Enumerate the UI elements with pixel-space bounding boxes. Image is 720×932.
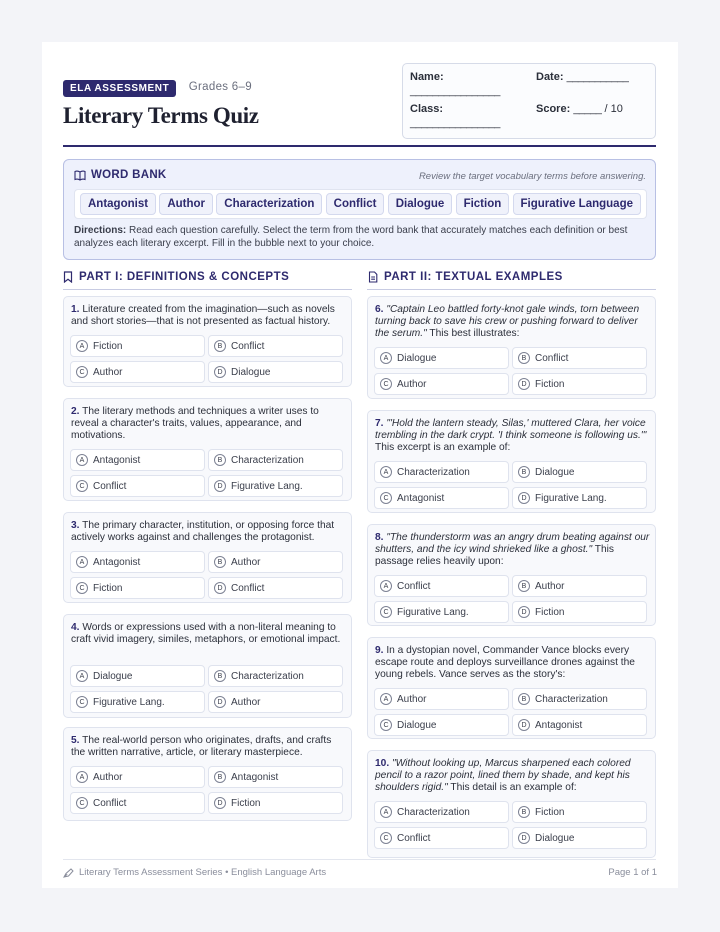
question-prompt: The real-world person who originates, drafts, and crafts the written narrative, article, or literary masterpiece. bbox=[71, 735, 332, 758]
answer-option[interactable] bbox=[512, 801, 647, 823]
assessment-badge: ELA ASSESSMENT bbox=[63, 80, 176, 97]
answer-label: Author bbox=[93, 366, 123, 378]
question-card bbox=[367, 296, 656, 399]
question-prompt: In a dystopian novel, Commander Vance blocks every escape route and deploys surveillance drones against the young rebels. Vance serves as the story's: bbox=[375, 645, 635, 680]
question-number: 10. bbox=[375, 758, 390, 769]
question-card bbox=[63, 614, 352, 718]
answer-bubble[interactable]: B bbox=[214, 670, 226, 682]
part1-rule bbox=[63, 289, 352, 290]
answer-option[interactable] bbox=[512, 487, 647, 509]
answer-bubble[interactable]: A bbox=[380, 693, 392, 705]
question-number: 4. bbox=[71, 622, 80, 633]
pen-nib-icon bbox=[63, 868, 74, 878]
answer-bubble[interactable]: A bbox=[380, 806, 392, 818]
date-label: Date: bbox=[536, 71, 564, 83]
question-card bbox=[367, 750, 656, 858]
answer-bubble[interactable]: C bbox=[76, 797, 88, 809]
question-prompt: The literary methods and techniques a writer uses to reveal a character's traits, values, appearance, and motivations. bbox=[71, 406, 319, 441]
answer-label: Figurative Lang. bbox=[231, 480, 303, 492]
question-prompt: This best illustrates: bbox=[426, 328, 520, 339]
answer-label: Author bbox=[93, 771, 123, 783]
answer-label: Author bbox=[231, 556, 261, 568]
answer-bubble[interactable]: B bbox=[518, 580, 530, 592]
question-text bbox=[375, 645, 651, 681]
answer-option[interactable] bbox=[512, 373, 647, 395]
question-number: 8. bbox=[375, 532, 384, 543]
answer-bubble[interactable]: D bbox=[214, 480, 226, 492]
answer-bubble[interactable]: C bbox=[380, 606, 392, 618]
answer-option[interactable] bbox=[512, 575, 647, 597]
answer-option[interactable] bbox=[208, 449, 343, 471]
question-number: 6. bbox=[375, 304, 384, 315]
answer-bubble[interactable]: D bbox=[518, 492, 530, 504]
answer-label: Conflict bbox=[535, 352, 569, 364]
score-total: / 10 bbox=[604, 103, 623, 115]
question-card bbox=[63, 727, 352, 821]
answer-label: Characterization bbox=[231, 670, 304, 682]
answer-option[interactable] bbox=[70, 335, 205, 357]
word-bank-term: Conflict bbox=[326, 193, 385, 215]
answer-label: Fiction bbox=[231, 797, 261, 809]
open-book-icon bbox=[74, 170, 86, 181]
answer-bubble[interactable]: B bbox=[518, 806, 530, 818]
question-card bbox=[63, 512, 352, 603]
answer-bubble[interactable]: B bbox=[214, 771, 226, 783]
question-card bbox=[367, 524, 656, 626]
question-text bbox=[71, 406, 347, 442]
answer-option[interactable] bbox=[70, 577, 205, 599]
answer-option[interactable] bbox=[374, 347, 509, 369]
question-text bbox=[71, 735, 347, 759]
score-line: _____ bbox=[573, 103, 602, 115]
word-bank-term: Author bbox=[159, 193, 213, 215]
answer-bubble[interactable]: A bbox=[76, 670, 88, 682]
answer-label: Author bbox=[535, 580, 565, 592]
question-number: 2. bbox=[71, 406, 80, 417]
answer-bubble[interactable]: B bbox=[518, 693, 530, 705]
answer-label: Characterization bbox=[397, 466, 470, 478]
answer-bubble[interactable]: D bbox=[518, 719, 530, 731]
question-text bbox=[71, 622, 347, 646]
name-line: ________________ bbox=[410, 85, 500, 97]
answer-option[interactable] bbox=[208, 361, 343, 383]
answer-label: Characterization bbox=[535, 693, 608, 705]
answer-label: Dialogue bbox=[535, 466, 575, 478]
score-field[interactable] bbox=[536, 103, 623, 115]
student-info-box bbox=[402, 63, 656, 139]
answer-bubble[interactable]: C bbox=[76, 366, 88, 378]
quiz-page bbox=[42, 42, 678, 888]
answer-option[interactable] bbox=[208, 691, 343, 713]
answer-bubble[interactable]: A bbox=[76, 340, 88, 352]
class-label: Class: bbox=[410, 103, 444, 115]
answer-option[interactable] bbox=[374, 487, 509, 509]
answer-bubble[interactable]: D bbox=[214, 366, 226, 378]
answer-bubble[interactable]: C bbox=[76, 696, 88, 708]
answer-label: Characterization bbox=[397, 806, 470, 818]
answer-option[interactable] bbox=[512, 688, 647, 710]
answer-bubble[interactable]: A bbox=[76, 556, 88, 568]
answer-label: Dialogue bbox=[397, 719, 437, 731]
answer-option[interactable] bbox=[70, 361, 205, 383]
answer-bubble[interactable]: B bbox=[214, 454, 226, 466]
answer-bubble[interactable]: C bbox=[380, 378, 392, 390]
answer-bubble[interactable]: D bbox=[214, 797, 226, 809]
answer-bubble[interactable]: C bbox=[380, 492, 392, 504]
name-label: Name: bbox=[410, 71, 444, 83]
question-number: 9. bbox=[375, 645, 384, 656]
answer-bubble[interactable]: C bbox=[380, 832, 392, 844]
answer-bubble[interactable]: B bbox=[518, 352, 530, 364]
answer-option[interactable] bbox=[70, 551, 205, 573]
footer-divider bbox=[63, 859, 656, 860]
answer-label: Author bbox=[397, 693, 427, 705]
answer-label: Conflict bbox=[93, 480, 127, 492]
part2-rule bbox=[367, 289, 656, 290]
answer-bubble[interactable]: D bbox=[518, 378, 530, 390]
answer-bubble[interactable]: D bbox=[518, 606, 530, 618]
question-text bbox=[375, 304, 651, 340]
answer-label: Figurative Lang. bbox=[93, 696, 165, 708]
answer-label: Antagonist bbox=[535, 719, 583, 731]
question-card bbox=[367, 410, 656, 513]
answer-option[interactable] bbox=[512, 601, 647, 623]
answer-label: Figurative Lang. bbox=[535, 492, 607, 504]
answer-option[interactable] bbox=[374, 801, 509, 823]
answer-option[interactable] bbox=[70, 766, 205, 788]
answer-bubble[interactable]: A bbox=[380, 580, 392, 592]
question-prompt: Words or expressions used with a non-literal meaning to craft vivid imagery, similes, metaphors, or emotional impact. bbox=[71, 622, 341, 645]
bookmark-icon bbox=[63, 271, 73, 283]
answer-bubble[interactable]: A bbox=[76, 454, 88, 466]
page-number: Page 1 of 1 bbox=[608, 867, 657, 878]
word-bank-term: Dialogue bbox=[388, 193, 453, 215]
question-quote: "The thunderstorm was an angry drum beating against our shutters, and the icy wind shrieked like a ghost." bbox=[375, 532, 650, 555]
question-text bbox=[71, 304, 347, 328]
directions: Directions: Read each question carefully. Select the term from the word bank that accurately matches each definition or best analyzes each literary excerpt. Fill in the bubble next to your choice. bbox=[74, 225, 628, 249]
answer-option[interactable] bbox=[374, 461, 509, 483]
answer-bubble[interactable]: A bbox=[380, 466, 392, 478]
question-text bbox=[375, 758, 651, 794]
answer-option[interactable] bbox=[208, 792, 343, 814]
question-text bbox=[375, 418, 651, 454]
answer-option[interactable] bbox=[208, 335, 343, 357]
answer-option[interactable] bbox=[374, 373, 509, 395]
question-prompt: This passage relies heavily upon: bbox=[375, 544, 615, 567]
answer-label: Author bbox=[231, 696, 261, 708]
answer-label: Fiction bbox=[535, 606, 565, 618]
answer-bubble[interactable]: B bbox=[214, 340, 226, 352]
question-card bbox=[367, 637, 656, 739]
answer-label: Fiction bbox=[535, 378, 565, 390]
answer-bubble[interactable]: D bbox=[518, 832, 530, 844]
question-prompt: Literature created from the imagination—such as novels and short stories—that is not presented as factual history. bbox=[71, 304, 335, 327]
answer-option[interactable] bbox=[374, 827, 509, 849]
question-card bbox=[63, 296, 352, 387]
term-list bbox=[74, 189, 647, 219]
word-bank-note: Review the target vocabulary terms before answering. bbox=[418, 171, 646, 182]
question-quote: "'Hold the lantern steady, Silas,' muttered Clara, her voice trembling in the dark crypt. 'I think someone is following us.'" bbox=[375, 418, 647, 441]
question-card bbox=[63, 398, 352, 501]
answer-option[interactable] bbox=[208, 766, 343, 788]
answer-label: Dialogue bbox=[93, 670, 133, 682]
answer-option[interactable] bbox=[208, 475, 343, 497]
class-field[interactable] bbox=[410, 103, 443, 115]
answer-option[interactable] bbox=[512, 714, 647, 736]
answer-label: Figurative Lang. bbox=[397, 606, 469, 618]
document-icon bbox=[368, 271, 378, 283]
answer-bubble[interactable]: D bbox=[214, 582, 226, 594]
question-prompt: The primary character, institution, or opposing force that actively works against and challenges the protagonist. bbox=[71, 520, 335, 543]
answer-option[interactable] bbox=[208, 577, 343, 599]
answer-option[interactable] bbox=[70, 449, 205, 471]
answer-option[interactable] bbox=[374, 601, 509, 623]
answer-bubble[interactable]: C bbox=[380, 719, 392, 731]
answer-label: Antagonist bbox=[93, 454, 141, 466]
date-line: ___________ bbox=[566, 71, 629, 83]
answer-label: Fiction bbox=[93, 340, 123, 352]
answer-option[interactable] bbox=[70, 475, 205, 497]
answer-label: Dialogue bbox=[397, 352, 437, 364]
answer-option[interactable] bbox=[208, 665, 343, 687]
answer-label: Fiction bbox=[535, 806, 565, 818]
answer-option[interactable] bbox=[70, 792, 205, 814]
word-bank-term: Figurative Language bbox=[513, 193, 641, 215]
answer-option[interactable] bbox=[70, 691, 205, 713]
answer-label: Antagonist bbox=[231, 771, 279, 783]
answer-bubble[interactable]: A bbox=[76, 771, 88, 783]
answer-label: Dialogue bbox=[231, 366, 271, 378]
name-field[interactable] bbox=[410, 71, 444, 83]
page-title: Literary Terms Quiz bbox=[63, 103, 259, 128]
question-quote: "Captain Leo battled forty-knot gale winds, torn between turning back to save his crew or pushing forward to deliver the serum." bbox=[375, 304, 640, 339]
question-prompt: This detail is an example of: bbox=[447, 782, 577, 793]
part1-heading: PART I: DEFINITIONS & CONCEPTS bbox=[63, 271, 289, 283]
answer-option[interactable] bbox=[208, 551, 343, 573]
header bbox=[63, 78, 259, 129]
answer-bubble[interactable]: B bbox=[214, 556, 226, 568]
header-divider bbox=[63, 145, 656, 147]
answer-option[interactable] bbox=[512, 347, 647, 369]
grade-level: Grades 6–9 bbox=[188, 80, 252, 93]
question-text bbox=[71, 520, 347, 544]
question-text bbox=[375, 532, 651, 568]
answer-label: Characterization bbox=[231, 454, 304, 466]
question-number: 5. bbox=[71, 735, 80, 746]
word-bank bbox=[63, 159, 656, 260]
answer-bubble[interactable]: C bbox=[76, 582, 88, 594]
answer-bubble[interactable]: B bbox=[518, 466, 530, 478]
answer-option[interactable] bbox=[512, 827, 647, 849]
class-line: ________________ bbox=[410, 117, 500, 129]
word-bank-term: Antagonist bbox=[80, 193, 156, 215]
answer-bubble[interactable]: C bbox=[76, 480, 88, 492]
answer-option[interactable] bbox=[374, 575, 509, 597]
question-quote: "Without looking up, Marcus sharpened each colored pencil to a razor point, lined them by shade, and kept his shoulders rigid." bbox=[375, 758, 631, 793]
part2-heading: PART II: TEXTUAL EXAMPLES bbox=[368, 271, 563, 283]
question-number: 3. bbox=[71, 520, 80, 531]
answer-option[interactable] bbox=[512, 461, 647, 483]
score-label: Score: bbox=[536, 103, 571, 115]
answer-label: Conflict bbox=[397, 832, 431, 844]
word-bank-term: Characterization bbox=[216, 193, 322, 215]
answer-label: Antagonist bbox=[397, 492, 445, 504]
answer-bubble[interactable]: D bbox=[214, 696, 226, 708]
question-number: 7. bbox=[375, 418, 384, 429]
date-field[interactable] bbox=[536, 71, 628, 83]
question-number: 1. bbox=[71, 304, 80, 315]
answer-label: Conflict bbox=[231, 340, 265, 352]
word-bank-title: WORD BANK bbox=[74, 169, 167, 181]
answer-option[interactable] bbox=[70, 665, 205, 687]
answer-option[interactable] bbox=[374, 688, 509, 710]
answer-bubble[interactable]: A bbox=[380, 352, 392, 364]
answer-label: Dialogue bbox=[535, 832, 575, 844]
word-bank-term: Fiction bbox=[456, 193, 510, 215]
answer-label: Conflict bbox=[397, 580, 431, 592]
footer-series: Literary Terms Assessment Series • English Language Arts bbox=[63, 867, 326, 878]
answer-label: Antagonist bbox=[93, 556, 141, 568]
answer-label: Author bbox=[397, 378, 427, 390]
answer-label: Conflict bbox=[231, 582, 265, 594]
answer-label: Fiction bbox=[93, 582, 123, 594]
answer-option[interactable] bbox=[374, 714, 509, 736]
answer-label: Conflict bbox=[93, 797, 127, 809]
question-prompt: This excerpt is an example of: bbox=[375, 442, 511, 453]
